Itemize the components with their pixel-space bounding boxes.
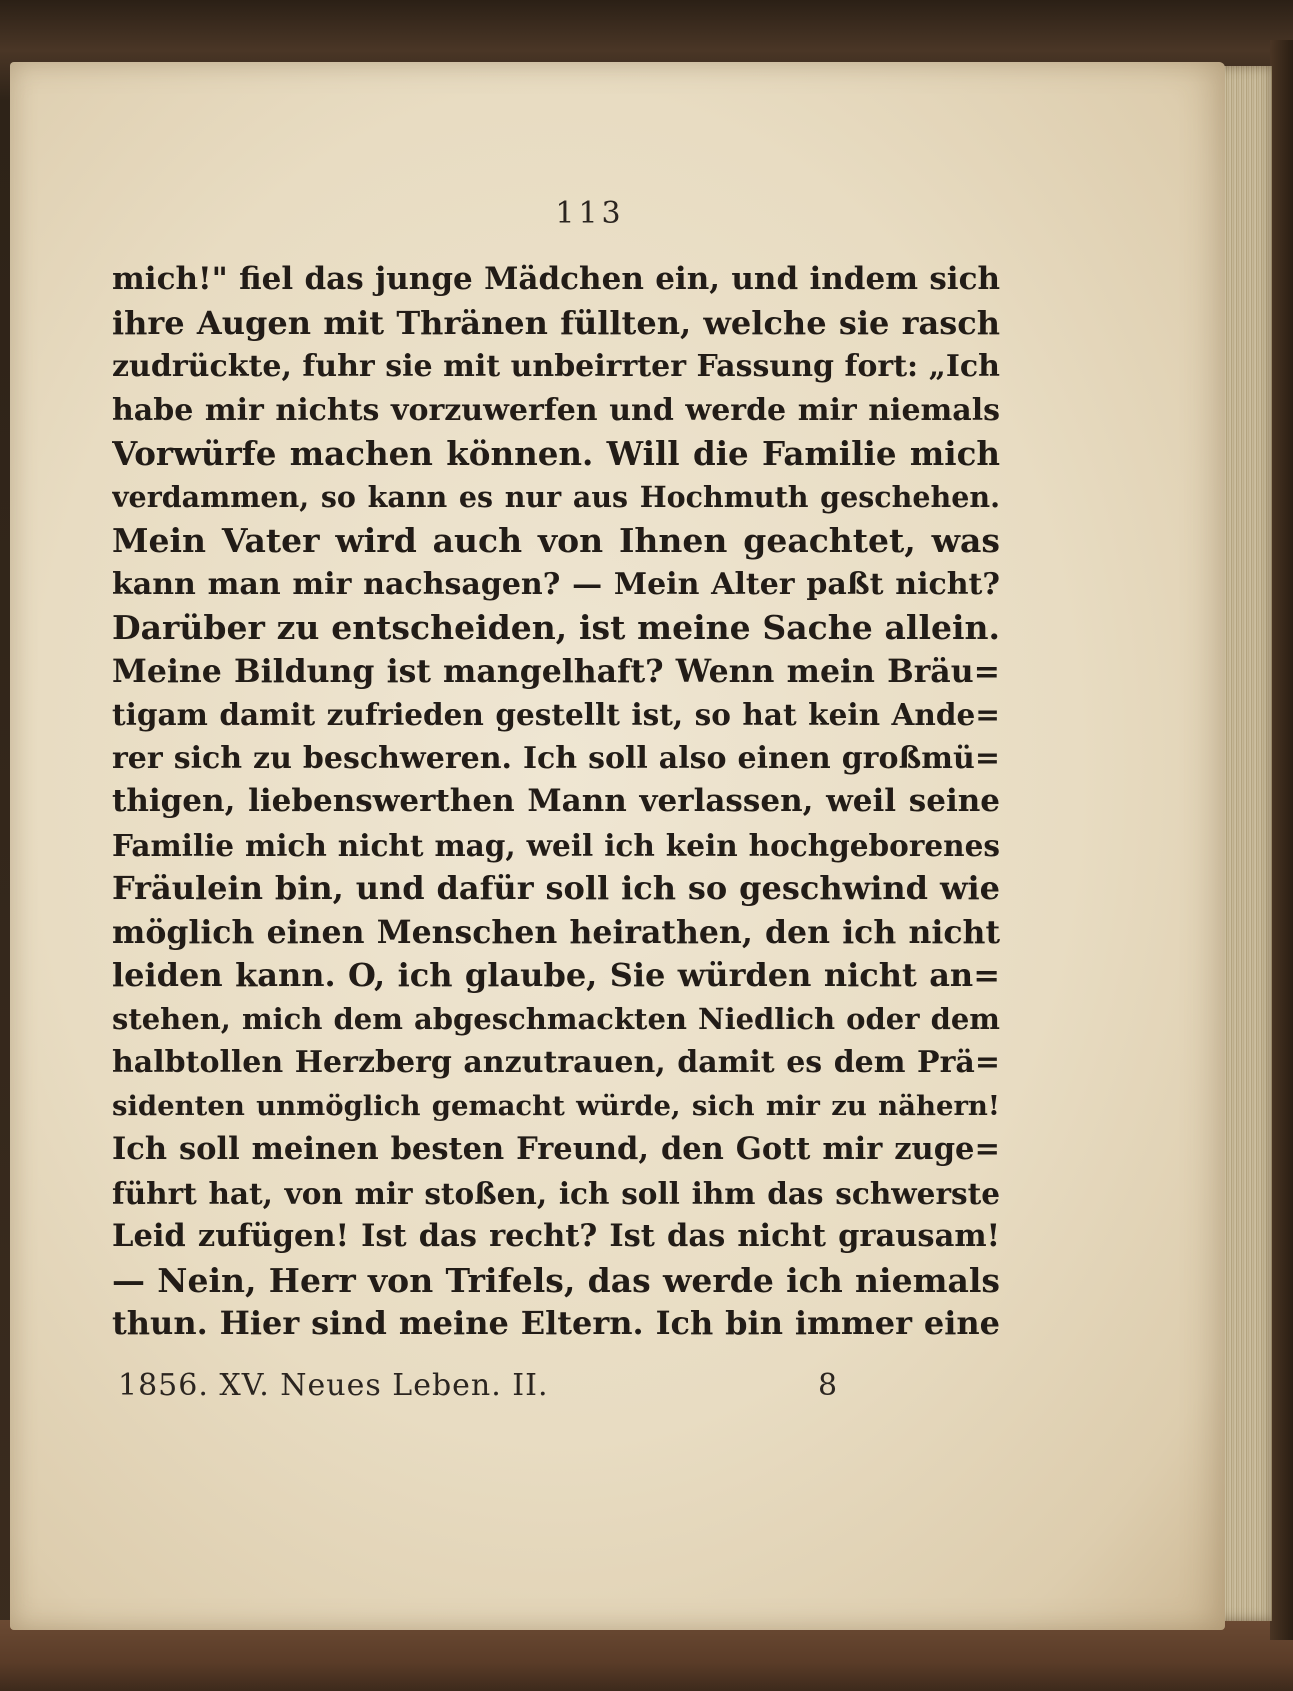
page-number: 113 <box>555 196 625 231</box>
text-line: stehen, mich dem abgeschmackten Niedlich oder dem <box>112 1001 1000 1036</box>
text-line: tigam damit zufrieden gestellt ist, so hat kein Ande= <box>112 697 1000 732</box>
text-line: zudrückte, fuhr sie mit unbeirrter Fassung fort: „Ich <box>112 349 1000 384</box>
text-line: habe mir nichts vorzuwerfen und werde mir niemals <box>112 392 1000 428</box>
text-line: Meine Bildung ist mangelhaft? Wenn mein Bräu= <box>112 652 1000 690</box>
text-line: möglich einen Menschen heirathen, den ich nicht <box>112 913 1000 951</box>
text-line: Familie mich nicht mag, weil ich kein hochgeborenes <box>112 827 1000 863</box>
text-line: thigen, liebenswerthen Mann verlassen, weil seine <box>112 783 1000 819</box>
text-line: Ich soll meinen besten Freund, den Gott mir zuge= <box>112 1131 1000 1167</box>
text-line: sidenten unmöglich gemacht würde, sich mir zu nähern! <box>112 1089 1000 1122</box>
text-line: — Nein, Herr von Trifels, das werde ich niemals <box>112 1260 1000 1300</box>
footer-signature: 1856. XV. Neues Leben. II. <box>118 1368 549 1403</box>
text-line: kann man mir nachsagen? — Mein Alter paßt nicht? <box>112 566 1000 602</box>
text-line: Mein Vater wird auch von Ihnen geachtet, was <box>112 521 1000 560</box>
page-footer <box>118 1368 858 1412</box>
text-line: halbtollen Herzberg anzutrauen, damit es dem Prä= <box>112 1045 1000 1080</box>
text-line: leiden kann. O, ich glaube, Sie würden nicht an= <box>112 956 1000 994</box>
text-line: Darüber zu entscheiden, ist meine Sache allein. <box>112 608 1000 647</box>
text-line: Leid zufügen! Ist das recht? Ist das nicht grausam! <box>112 1218 1000 1254</box>
text-line: Vorwürfe machen können. Will die Familie mich <box>112 434 1000 473</box>
text-line: thun. Hier sind meine Eltern. Ich bin immer eine <box>112 1304 1000 1342</box>
text-line: ihre Augen mit Thränen füllten, welche sie rasch <box>112 303 1000 342</box>
text-line: rer sich zu beschweren. Ich soll also einen großmü= <box>112 740 1000 776</box>
body-text <box>112 258 1000 1346</box>
text-line: führt hat, von mir stoßen, ich soll ihm das schwerste <box>112 1175 1000 1211</box>
text-line: Fräulein bin, und dafür soll ich so geschwind wie <box>112 869 1000 907</box>
book-board-edge <box>1270 40 1293 1640</box>
sheet-number: 8 <box>818 1368 838 1403</box>
book-cover-edge <box>0 1620 1293 1691</box>
text-line: mich!" fiel das junge Mädchen ein, und indem sich <box>112 261 1000 297</box>
text-line: verdammen, so kann es nur aus Hochmuth geschehen. <box>112 479 1000 514</box>
